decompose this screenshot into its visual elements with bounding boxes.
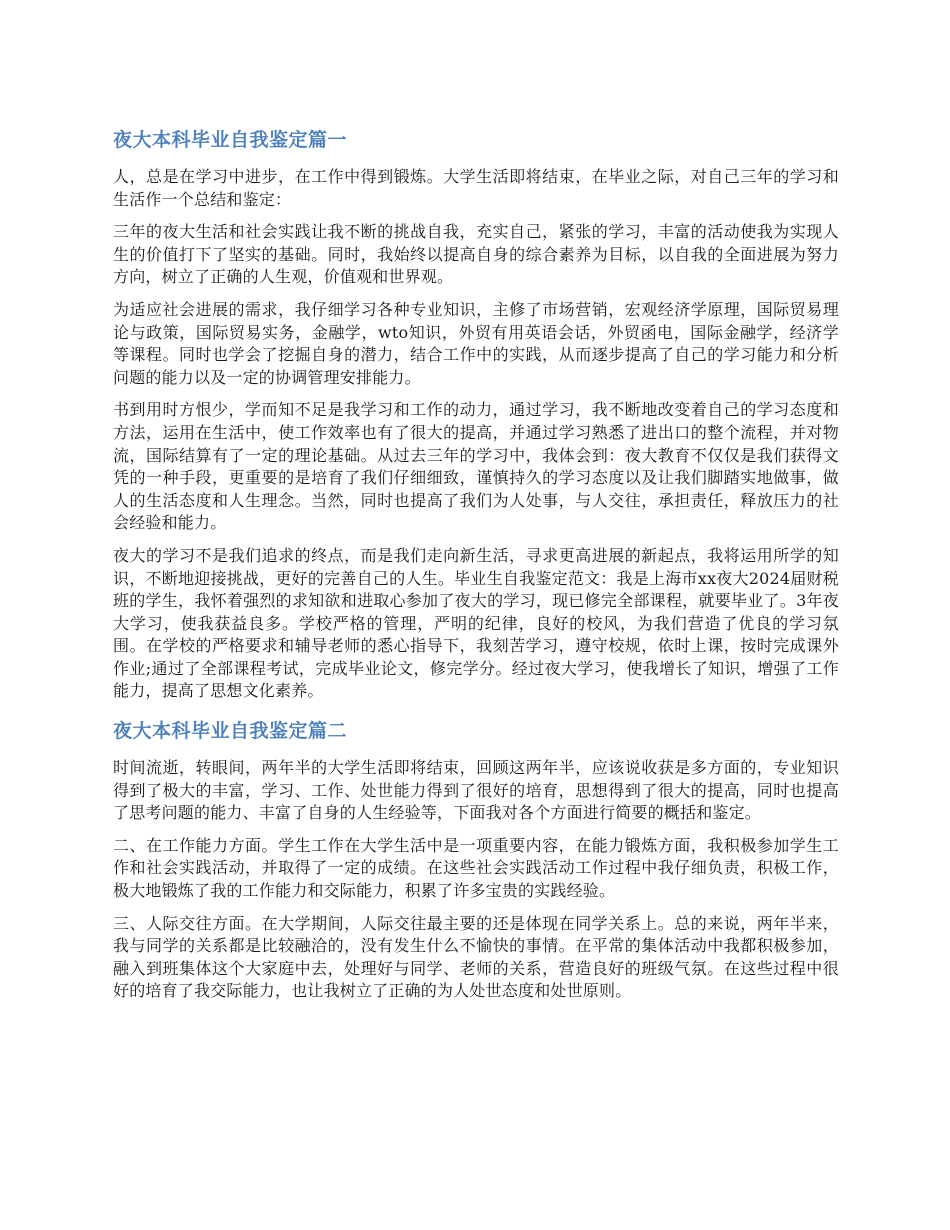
paragraph: 为适应社会进展的需求，我仔细学习各种专业知识，主修了市场营销，宏观经济学原理，国际贸易理论与政策，国际贸易实务，金融学，wto知识，外贸有用英语会话，外贸函电，国际金融学，经济学等课程。同时也学会了挖掘自身的潜力，结合工作中的实践，从而逐步提高了自己的学习能力和分析问题的能力以及一定的协调管理安排能力。 <box>113 299 839 387</box>
paragraph: 三、人际交往方面。在大学期间，人际交往最主要的还是体现在同学关系上。总的来说，两年半来，我与同学的关系都是比较融洽的，没有发生什么不愉快的事情。在平常的集体活动中我都积极参加，融入到班集体这个大家庭中去，处理好与同学、老师的关系，营造良好的班级气氛。在这些过程中很好的培育了我交际能力，也让我树立了正确的为人处世态度和处世原则。 <box>113 913 839 1001</box>
paragraph: 三年的夜大生活和社会实践让我不断的挑战自我，充实自己，紧张的学习，丰富的活动使我为实现人生的价值打下了坚实的基础。同时，我始终以提高自身的综合素养为目标，以自我的全面进展为努力方向，树立了正确的人生观，价值观和世界观。 <box>113 222 839 287</box>
paragraph: 夜大的学习不是我们追求的终点，而是我们走向新生活，寻求更高进展的新起点，我将运用所学的知识，不断地迎接挑战，更好的完善自己的人生。毕业生自我鉴定范文：我是上海市xx夜大2024届财税班的学生，我怀着强烈的求知欲和进取心参加了夜大的学习，现已修完全部课程，就要毕业了。3年夜大学习，使我获益良多。学校严格的管理，严明的纪律，良好的校风，为我们营造了优良的学习氛围。在学校的严格要求和辅导老师的悉心指导下，我刻苦学习，遵守校规，依时上课，按时完成课外作业;通过了全部课程考试，完成毕业论文，修完学分。经过夜大学习，使我增长了知识，增强了工作能力，提高了思想文化素养。 <box>113 545 839 701</box>
paragraph: 时间流逝，转眼间，两年半的大学生活即将结束，回顾这两年半，应该说收获是多方面的，专业知识得到了极大的丰富，学习、工作、处世能力得到了很好的培育，思想得到了很大的提高，同时也提高了思考问题的能力、丰富了自身的人生经验等，下面我对各个方面进行简要的概括和鉴定。 <box>113 758 839 823</box>
paragraph: 书到用时方恨少，学而知不足是我学习和工作的动力，通过学习，我不断地改变着自己的学习态度和方法，运用在生活中，使工作效率也有了很大的提高，并通过学习熟悉了进出口的整个流程，并对物流，国际结算有了一定的理论基础。从过去三年的学习中，我体会到：夜大教育不仅仅是我们获得文凭的一种手段，更重要的是培育了我们仔细细致，谨慎持久的学习态度以及让我们脚踏实地做事，做人的生活态度和人生理念。当然，同时也提高了我们为人处事，与人交往，承担责任，释放压力的社会经验和能力。 <box>113 400 839 533</box>
paragraph: 二、在工作能力方面。学生工作在大学生活中是一项重要内容，在能力锻炼方面，我积极参加学生工作和社会实践活动，并取得了一定的成绩。在这些社会实践活动工作过程中我仔细负责，积极工作，极大地锻炼了我的工作能力和交际能力，积累了许多宝贵的实践经验。 <box>113 835 839 901</box>
section-title-2: 夜大本科毕业自我鉴定篇二 <box>113 720 348 743</box>
paragraph: 人，总是在学习中进步，在工作中得到锻炼。大学生活即将结束，在毕业之际，对自己三年的学习和生活作一个总结和鉴定： <box>113 167 839 209</box>
section-title-1: 夜大本科毕业自我鉴定篇一 <box>113 129 348 151</box>
document-page <box>113 126 839 1013</box>
